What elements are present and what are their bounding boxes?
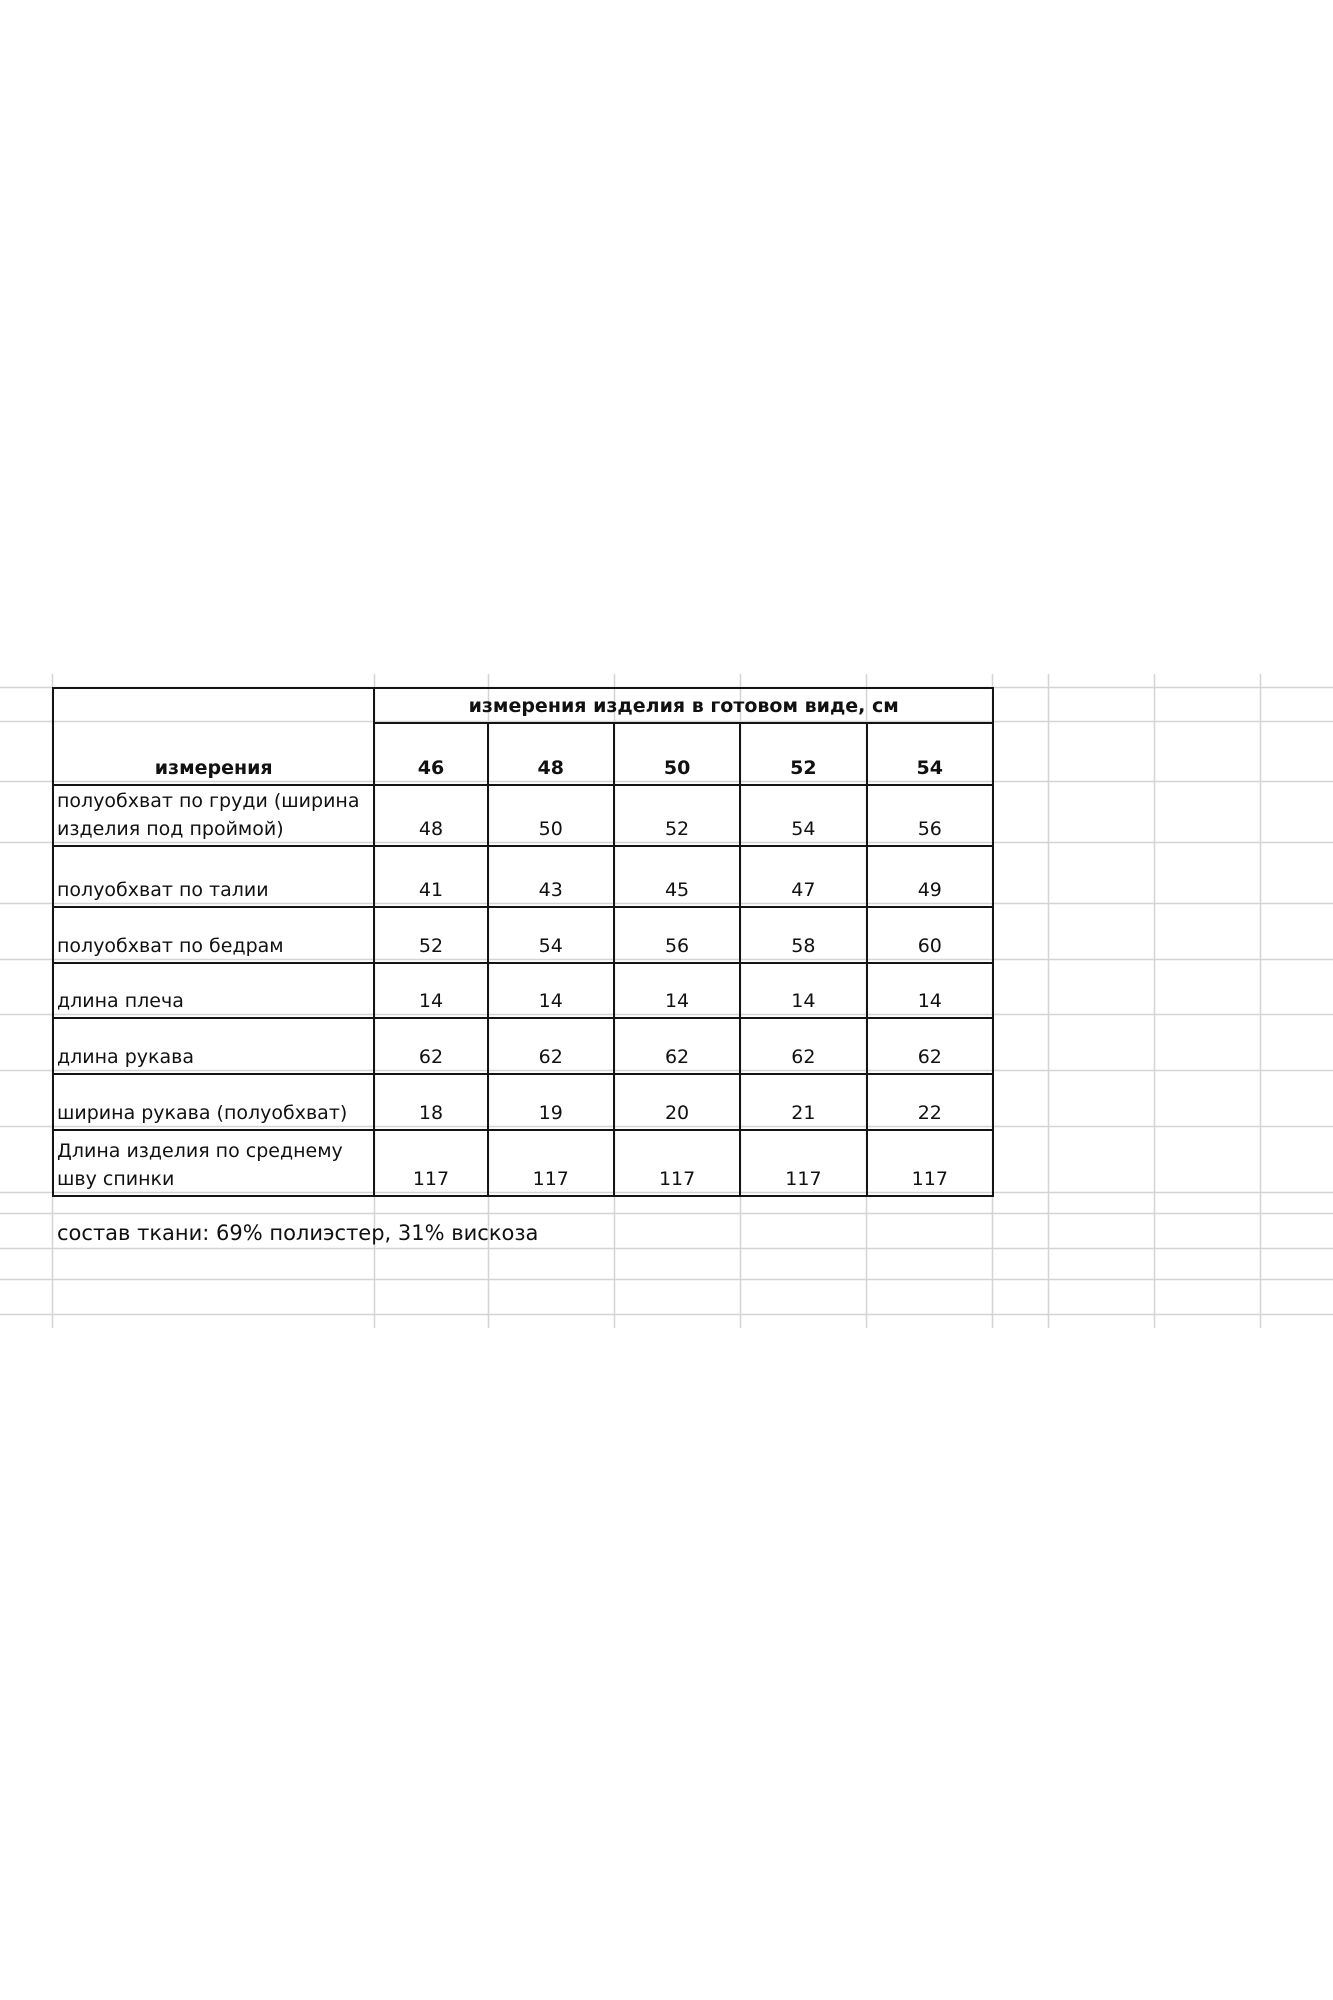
value-cell: 22 <box>867 1074 993 1130</box>
header-group-cell: измерения изделия в готовом виде, см <box>374 688 993 723</box>
value-cell: 62 <box>374 1018 487 1074</box>
header-group-row <box>53 688 993 723</box>
value-cell: 56 <box>867 785 993 846</box>
value-cell: 48 <box>374 785 487 846</box>
value-cell: 14 <box>740 963 866 1018</box>
measurement-label: длина плеча <box>53 963 374 1018</box>
value-cell: 52 <box>374 907 487 963</box>
value-cell: 14 <box>374 963 487 1018</box>
measurement-label: полуобхват по груди (ширина изделия под проймой) <box>53 785 374 846</box>
value-cell: 21 <box>740 1074 866 1130</box>
value-cell: 49 <box>867 846 993 907</box>
table-row <box>53 785 993 846</box>
value-cell: 62 <box>614 1018 740 1074</box>
size-chart-table <box>52 687 994 1197</box>
table-row <box>53 907 993 963</box>
value-cell: 58 <box>740 907 866 963</box>
value-cell: 60 <box>867 907 993 963</box>
value-cell: 62 <box>867 1018 993 1074</box>
measurement-label: длина рукава <box>53 1018 374 1074</box>
value-cell: 14 <box>614 963 740 1018</box>
row-header-cell: измерения <box>53 688 374 785</box>
table-row <box>53 1130 993 1196</box>
value-cell: 20 <box>614 1074 740 1130</box>
value-cell: 41 <box>374 846 487 907</box>
measurement-label: ширина рукава (полуобхват) <box>53 1074 374 1130</box>
size-header-cell: 46 <box>374 723 487 785</box>
value-cell: 117 <box>740 1130 866 1196</box>
fabric-composition-note: состав ткани: 69% полиэстер, 31% вискоза <box>57 1221 539 1245</box>
value-cell: 117 <box>867 1130 993 1196</box>
value-cell: 54 <box>740 785 866 846</box>
value-cell: 43 <box>488 846 614 907</box>
value-cell: 54 <box>488 907 614 963</box>
value-cell: 117 <box>488 1130 614 1196</box>
value-cell: 117 <box>614 1130 740 1196</box>
value-cell: 56 <box>614 907 740 963</box>
value-cell: 117 <box>374 1130 487 1196</box>
value-cell: 52 <box>614 785 740 846</box>
spreadsheet-area <box>0 674 1333 1328</box>
table-row <box>53 846 993 907</box>
size-header-cell: 52 <box>740 723 866 785</box>
value-cell: 47 <box>740 846 866 907</box>
value-cell: 14 <box>867 963 993 1018</box>
table-row <box>53 1074 993 1130</box>
value-cell: 62 <box>740 1018 866 1074</box>
value-cell: 62 <box>488 1018 614 1074</box>
value-cell: 18 <box>374 1074 487 1130</box>
value-cell: 45 <box>614 846 740 907</box>
value-cell: 19 <box>488 1074 614 1130</box>
table-row <box>53 1018 993 1074</box>
table-row <box>53 963 993 1018</box>
size-header-cell: 48 <box>488 723 614 785</box>
value-cell: 50 <box>488 785 614 846</box>
size-header-cell: 50 <box>614 723 740 785</box>
size-header-cell: 54 <box>867 723 993 785</box>
value-cell: 14 <box>488 963 614 1018</box>
measurement-label: Длина изделия по среднему шву спинки <box>53 1130 374 1196</box>
measurement-label: полуобхват по бедрам <box>53 907 374 963</box>
measurement-label: полуобхват по талии <box>53 846 374 907</box>
